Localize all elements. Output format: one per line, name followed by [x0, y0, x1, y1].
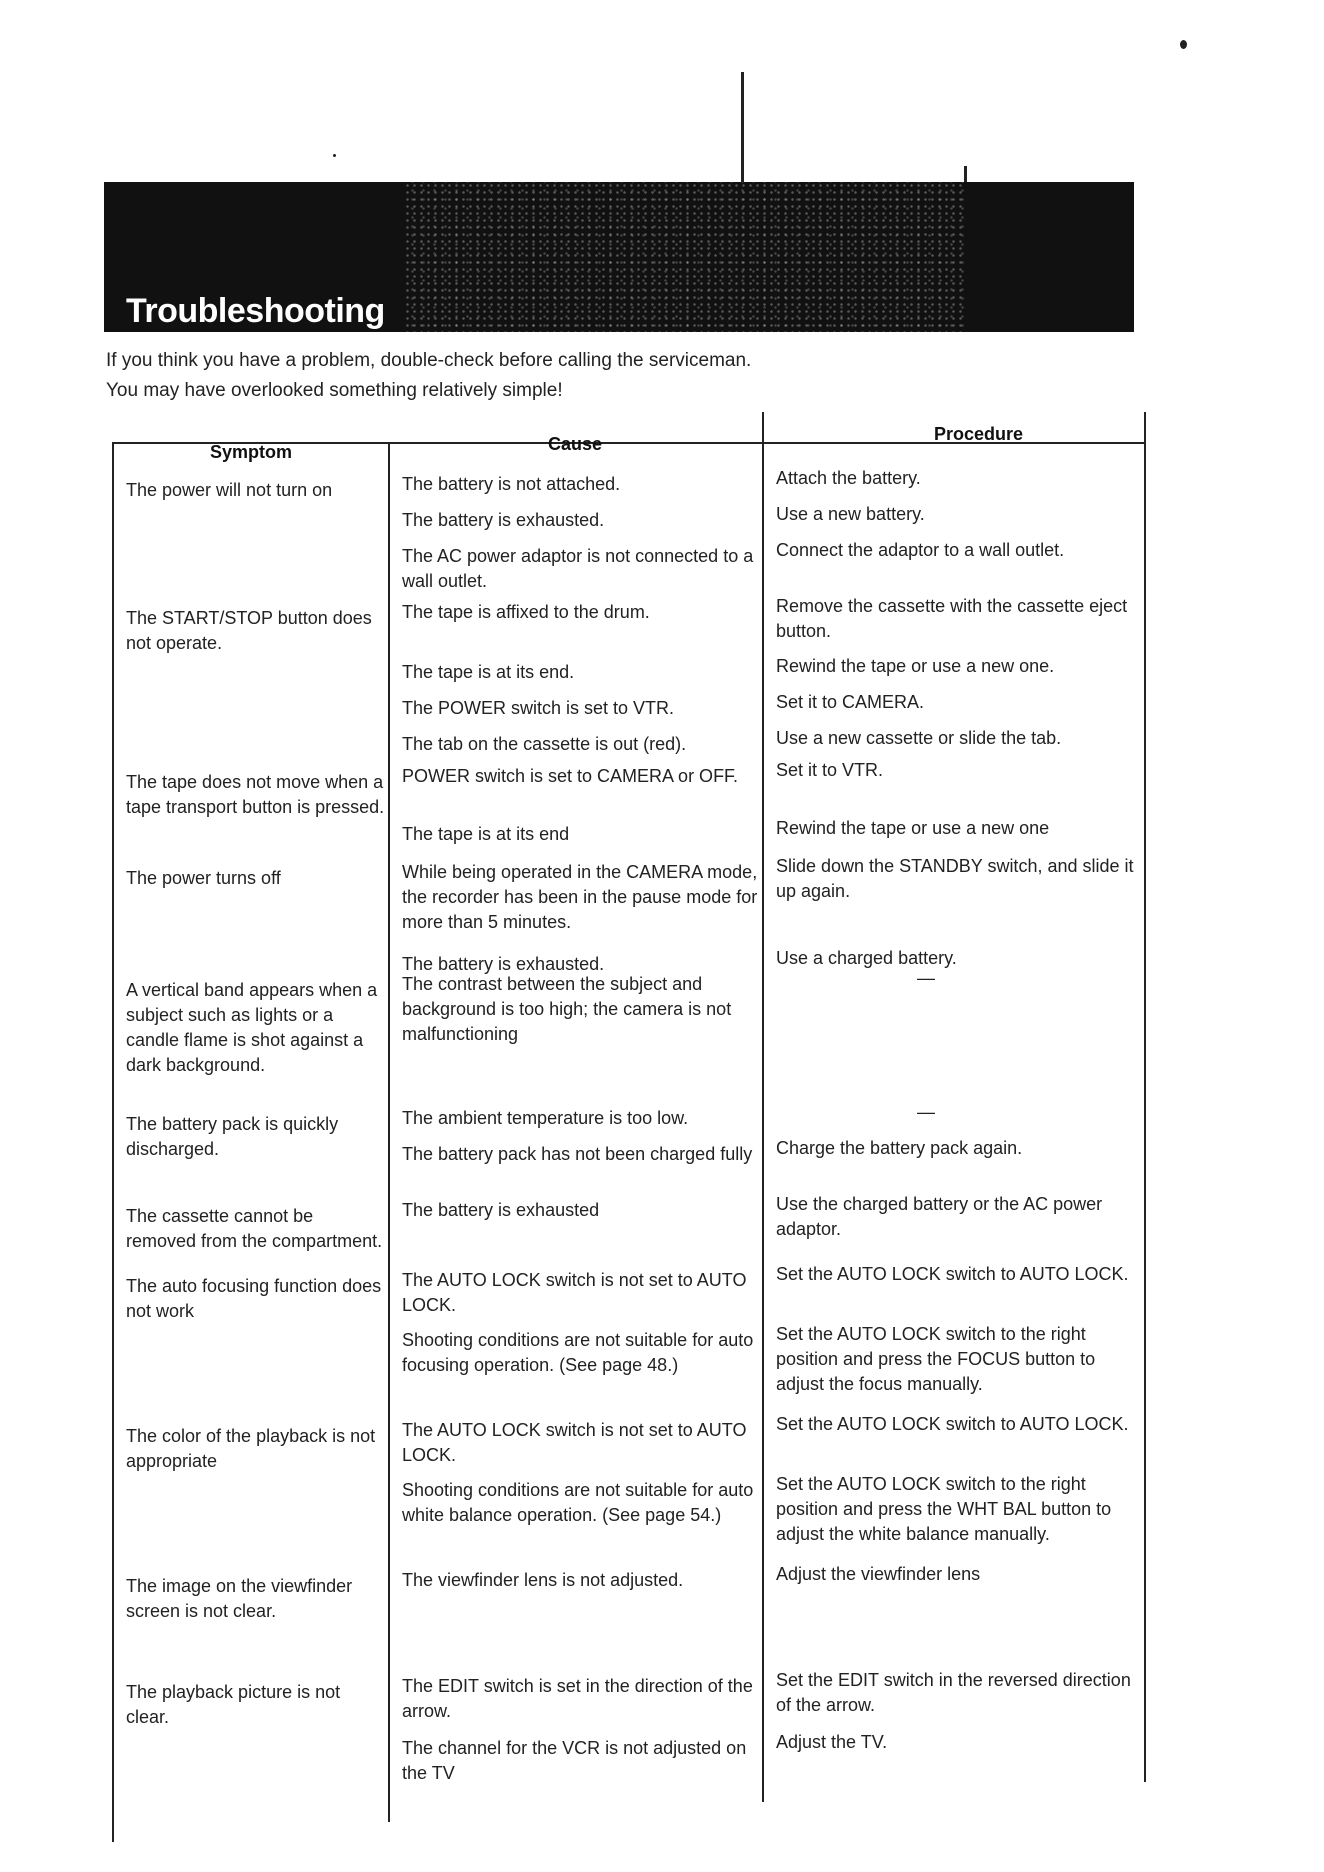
cause-cell: The tab on the cassette is out (red). — [402, 734, 687, 754]
procedure-cell: Adjust the TV. — [776, 1732, 888, 1752]
cause-cell: The ambient temperature is too low. — [402, 1108, 689, 1128]
cause-cell: The POWER switch is set to VTR. — [402, 698, 675, 718]
cause-cell: The battery is not attached. — [402, 474, 621, 494]
cause-cell: The tape is at its end. — [402, 662, 575, 682]
intro-line-2: You may have overlooked something relatively simple! — [106, 380, 563, 401]
procedure-cell: Use a new battery. — [776, 504, 925, 524]
procedure-cell: — — [917, 1102, 935, 1122]
symptom-cell: The cassette cannot be removed from the compartment. — [126, 1206, 383, 1251]
symptom-cell: The START/STOP button does not operate. — [126, 608, 372, 653]
procedure-cell: Connect the adaptor to a wall outlet. — [776, 540, 1065, 560]
cause-cell: The tape is at its end — [402, 824, 570, 844]
column-divider — [762, 412, 764, 1802]
symptom-cell: A vertical band appears when a subject such as lights or a candle flame is shot against a dark background. — [126, 980, 378, 1075]
cause-cell: The battery is exhausted. — [402, 510, 605, 530]
procedure-cell: Set it to VTR. — [776, 760, 884, 780]
cause-cell: The EDIT switch is set in the direction of the arrow. — [402, 1676, 753, 1721]
column-header-symptom: Symptom — [210, 442, 293, 462]
intro-line-1: If you think you have a problem, double-check before calling the serviceman. — [106, 350, 752, 371]
cause-cell: The channel for the VCR is not adjusted on the TV — [402, 1738, 747, 1783]
procedure-cell: Rewind the tape or use a new one. — [776, 656, 1055, 676]
symptom-cell: The color of the playback is not appropriate — [126, 1426, 376, 1471]
troubleshooting-table — [112, 412, 1146, 1812]
procedure-cell: Rewind the tape or use a new one — [776, 818, 1050, 838]
cause-cell: POWER switch is set to CAMERA or OFF. — [402, 766, 739, 786]
cause-cell: The AUTO LOCK switch is not set to AUTO LOCK. — [402, 1270, 747, 1315]
decorative-mark — [1180, 40, 1187, 49]
cause-cell: The tape is affixed to the drum. — [402, 602, 650, 622]
procedure-cell: Set it to CAMERA. — [776, 692, 925, 712]
procedure-cell: — — [917, 968, 935, 988]
symptom-cell: The playback picture is not clear. — [126, 1682, 341, 1727]
procedure-cell: Slide down the STANDBY switch, and slide it up again. — [776, 856, 1134, 901]
procedure-cell: Adjust the viewfinder lens — [776, 1564, 981, 1584]
symptom-cell: The auto focusing function does not work — [126, 1276, 382, 1321]
procedure-cell: Use the charged battery or the AC power adaptor. — [776, 1194, 1103, 1239]
cause-cell: The AUTO LOCK switch is not set to AUTO LOCK. — [402, 1420, 747, 1465]
symptom-cell: The image on the viewfinder screen is not clear. — [126, 1576, 353, 1621]
procedure-cell: Set the AUTO LOCK switch to AUTO LOCK. — [776, 1264, 1129, 1284]
procedure-cell: Attach the battery. — [776, 468, 921, 488]
cause-cell: The contrast between the subject and background is too high; the camera is not malfunctioning — [402, 974, 732, 1044]
symptom-cell: The power will not turn on — [126, 480, 333, 500]
column-divider — [388, 442, 390, 1822]
symptom-cell: The tape does not move when a tape transport button is pressed. — [126, 772, 385, 817]
column-divider — [112, 442, 114, 1842]
section-banner — [104, 182, 1134, 332]
procedure-cell: Use a charged battery. — [776, 948, 957, 968]
cause-cell: The AC power adaptor is not connected to a wall outlet. — [402, 546, 754, 591]
decorative-mark — [741, 72, 744, 184]
column-header-procedure: Procedure — [934, 424, 1024, 444]
procedure-cell: Set the AUTO LOCK switch to the right position and press the WHT BAL button to adjust the white balance manually. — [776, 1474, 1112, 1544]
cause-cell: Shooting conditions are not suitable for auto focusing operation. (See page 48.) — [402, 1330, 754, 1375]
procedure-cell: Set the AUTO LOCK switch to AUTO LOCK. — [776, 1414, 1129, 1434]
cause-cell: Shooting conditions are not suitable for auto white balance operation. (See page 54.) — [402, 1480, 754, 1525]
cause-cell: While being operated in the CAMERA mode, the recorder has been in the pause mode for more than 5 minutes. — [402, 862, 758, 932]
cause-cell: The battery is exhausted — [402, 1200, 600, 1220]
procedure-cell: Charge the battery pack again. — [776, 1138, 1023, 1158]
procedure-cell: Set the EDIT switch in the reversed direction of the arrow. — [776, 1670, 1131, 1715]
decorative-mark — [333, 154, 336, 157]
cause-cell: The battery is exhausted. — [402, 954, 605, 974]
symptom-cell: The battery pack is quickly discharged. — [126, 1114, 339, 1159]
procedure-cell: Set the AUTO LOCK switch to the right position and press the FOCUS button to adjust the focus manually. — [776, 1324, 1096, 1394]
procedure-cell: Use a new cassette or slide the tab. — [776, 728, 1062, 748]
column-header-cause: Cause — [548, 434, 603, 454]
intro-text — [106, 346, 751, 406]
banner-texture — [404, 182, 964, 332]
cause-cell: The viewfinder lens is not adjusted. — [402, 1570, 684, 1590]
symptom-cell: The power turns off — [126, 868, 281, 888]
page-title: Troubleshooting — [126, 292, 385, 330]
cause-cell: The battery pack has not been charged fully — [402, 1144, 753, 1164]
procedure-cell: Remove the cassette with the cassette eject button. — [776, 596, 1128, 641]
